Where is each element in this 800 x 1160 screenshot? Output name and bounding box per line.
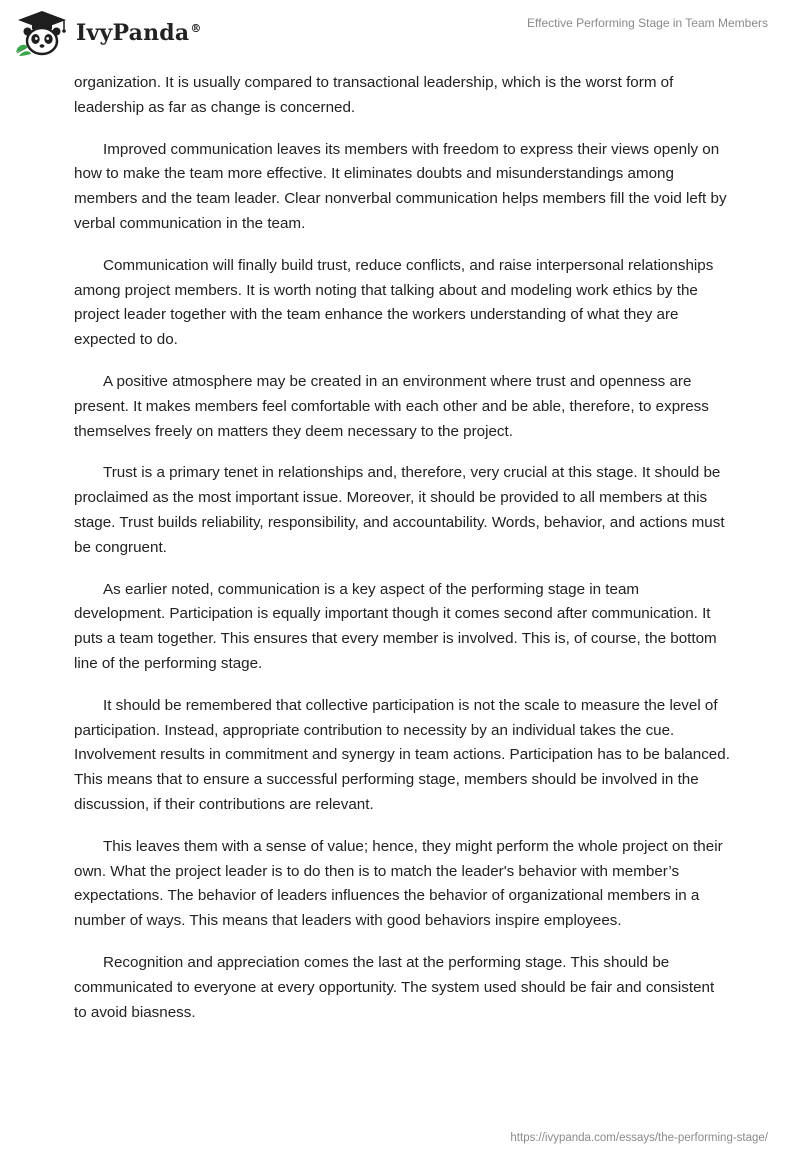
paragraph: It should be remembered that collective participation is not the scale to measure the level of participation. Instead, appropriate contribution to necessity by an individual takes the cue. Involvement results in commitment and synergy in team actions. Participation has to be balanced. This means that to ensure a successful performing stage, members should be involved in the discussion, if their contributions are relevant. <box>74 696 730 813</box>
panda-graduation-cap-icon <box>14 8 70 58</box>
page-header <box>0 0 800 70</box>
paragraph: Communication will finally build trust, reduce conflicts, and raise interpersonal relationships among project members. It is worth noting that talking about and modeling work ethics by the project leader together with the team enhance the workers understanding of what they are expected to do. <box>74 256 714 349</box>
paragraph: A positive atmosphere may be created in an environment where trust and openness are present. It makes members feel comfortable with each other and be able, therefore, to express themselves freely on matters they deem necessary to the project. <box>74 372 709 440</box>
document-title: Effective Performing Stage in Team Members <box>527 16 768 30</box>
essay-body <box>74 71 730 1042</box>
paragraph: Improved communication leaves its members with freedom to express their views openly on how to make the team more effective. It eliminates doubts and misunderstandings among members and the team leader. Clear nonverbal communication helps members fill the void left by verbal communication in the team. <box>74 140 727 232</box>
ivypanda-logo[interactable] <box>14 8 202 58</box>
paragraph: This leaves them with a sense of value; hence, they might perform the whole project on their own. What the project leader is to do then is to match the leader's behavior with member’s expectations. The behavior of leaders influences the behavior of organizational members in a number of ways. This means that leaders with good behaviors inspire employees. <box>74 837 723 930</box>
source-url[interactable]: https://ivypanda.com/essays/the-performing-stage/ <box>510 1132 768 1144</box>
registered-mark: ® <box>190 21 202 35</box>
paragraph: Trust is a primary tenet in relationships and, therefore, very crucial at this stage. It should be proclaimed as the most important issue. Moreover, it should be provided to all members at this stage. Trust builds reliability, responsibility, and accountability. Words, behavior, and actions must be congruent. <box>74 464 725 556</box>
brand-name: IvyPanda® <box>76 20 202 46</box>
paragraph: Recognition and appreciation comes the last at the performing stage. This should be communicated to everyone at every opportunity. The system used should be fair and consistent to avoid biasness. <box>74 953 715 1021</box>
paragraph: As earlier noted, communication is a key aspect of the performing stage in team development. Participation is equally important though it comes second after communication. It puts a team together. This ensures that every member is involved. This is, of course, the bottom line of the performing stage. <box>74 580 717 672</box>
paragraph: organization. It is usually compared to transactional leadership, which is the worst form of leadership as far as change is concerned. <box>74 74 674 116</box>
